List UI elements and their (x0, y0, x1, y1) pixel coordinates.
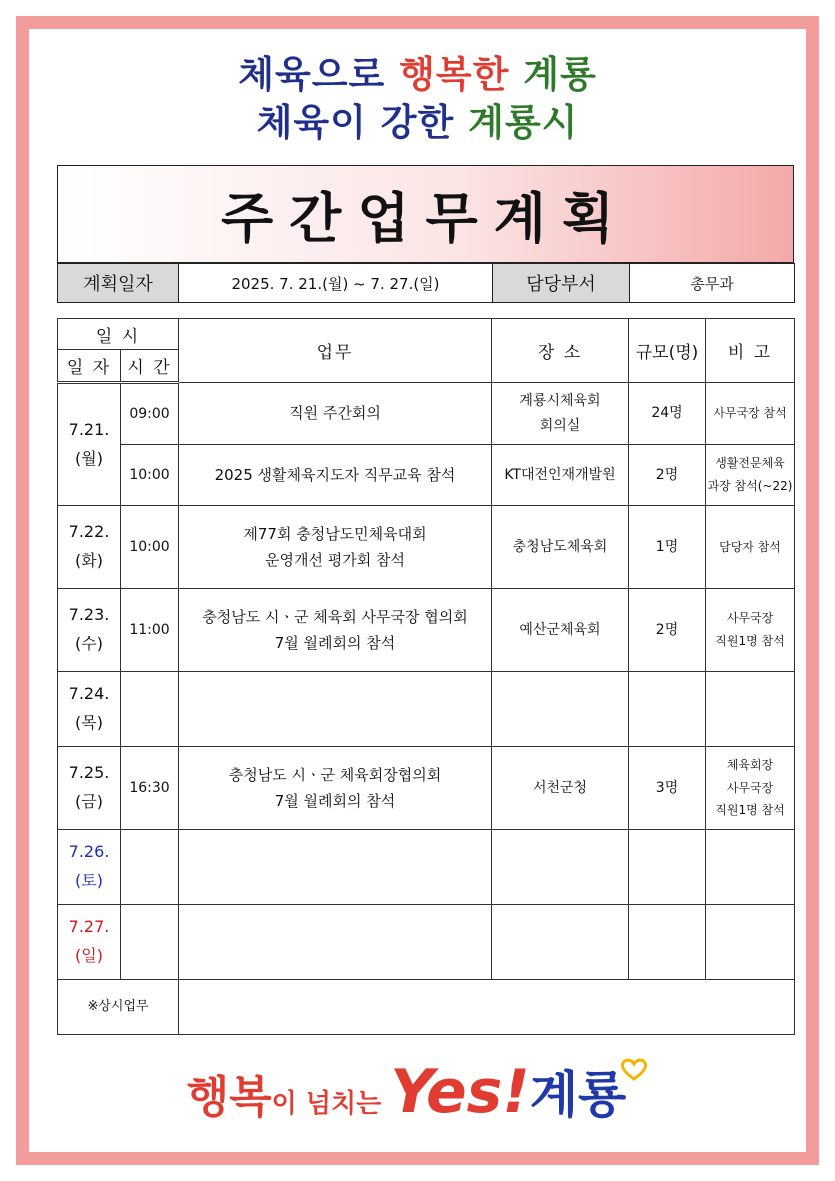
row-date-saturday: 7.26. (토) (58, 830, 121, 905)
row-task: 충청남도 시ㆍ군 체육회장협의회 7월 월례회의 참석 (179, 747, 492, 830)
table-row (58, 830, 795, 905)
row-size (629, 905, 706, 980)
row-note: 체육회장 사무국장 직원1명 참석 (706, 747, 795, 830)
row-task: 2025 생활체육지도자 직무교육 참석 (179, 445, 492, 506)
row-task: 제77회 충청남도민체육대회 운영개선 평가회 참석 (179, 506, 492, 589)
row-date: 7.22. (화) (58, 506, 121, 589)
row-note: 사무국장 직원1명 참석 (706, 589, 795, 672)
row-size: 2명 (629, 445, 706, 506)
header-time: 시 간 (121, 350, 179, 383)
row-time: 10:00 (121, 445, 179, 506)
header-size: 규모(명) (629, 319, 706, 383)
row-time (121, 672, 179, 747)
table-row (58, 506, 795, 589)
row-date: 7.23. (수) (58, 589, 121, 672)
row-note (706, 672, 795, 747)
row-task (179, 672, 492, 747)
table-row (58, 589, 795, 672)
plan-date-value: 2025. 7. 21.(월) ~ 7. 27.(일) (179, 264, 493, 303)
title-banner (57, 165, 794, 263)
row-place: 충청남도체육회 (492, 506, 629, 589)
row-place (492, 830, 629, 905)
row-date-sunday: 7.27. (일) (58, 905, 121, 980)
header-date: 일 자 (58, 350, 121, 383)
table-row-regular (58, 980, 795, 1035)
header-task: 업무 (179, 319, 492, 383)
row-size (629, 830, 706, 905)
row-time: 10:00 (121, 506, 179, 589)
slogan-part: 체육이 강한 (256, 101, 469, 144)
row-note: 사무국장 참석 (706, 383, 795, 445)
slogan-part: 계룡시 (468, 101, 579, 144)
row-date: 7.21. (월) (58, 383, 121, 506)
logo-part: 계룡 (529, 1066, 627, 1124)
slogan-line-1 (0, 44, 835, 98)
header-datetime: 일 시 (58, 319, 179, 350)
row-task (179, 905, 492, 980)
regular-task-content (179, 980, 795, 1035)
row-size: 2명 (629, 589, 706, 672)
row-time (121, 905, 179, 980)
row-size: 24명 (629, 383, 706, 445)
page-title: 주간업무계획 (221, 186, 630, 250)
logo-part: 이 넘치는 (271, 1089, 391, 1119)
row-date: 7.25. (금) (58, 747, 121, 830)
logo-part: Yes! (390, 1057, 530, 1127)
row-date: 7.24. (목) (58, 672, 121, 747)
row-note (706, 830, 795, 905)
heart-icon (620, 1057, 648, 1081)
row-time: 11:00 (121, 589, 179, 672)
row-time: 16:30 (121, 747, 179, 830)
row-place: 예산군체육회 (492, 589, 629, 672)
row-size: 1명 (629, 506, 706, 589)
plan-meta-table (57, 263, 795, 303)
table-row (58, 747, 795, 830)
row-note: 생활전문체육 과장 참석(~22) (706, 445, 795, 506)
header-place: 장 소 (492, 319, 629, 383)
schedule-table (57, 318, 795, 1035)
row-place (492, 905, 629, 980)
row-place: KT대전인재개발원 (492, 445, 629, 506)
slogan-part: 행복한 (399, 53, 524, 96)
table-row (58, 383, 795, 445)
slogan-part: 체육으로 (238, 53, 400, 96)
header-note: 비 고 (706, 319, 795, 383)
row-task: 충청남도 시ㆍ군 체육회 사무국장 협의회 7월 월례회의 참석 (179, 589, 492, 672)
table-row (58, 672, 795, 747)
row-size (629, 672, 706, 747)
regular-task-label: ※상시업무 (58, 980, 179, 1035)
row-time: 09:00 (121, 383, 179, 445)
row-task: 직원 주간회의 (179, 383, 492, 445)
table-row (58, 905, 795, 980)
row-note (706, 905, 795, 980)
slogan-line-2 (0, 92, 835, 146)
row-task (179, 830, 492, 905)
logo-part: 행복 (186, 1072, 272, 1123)
dept-value: 총무과 (630, 264, 795, 303)
table-row (58, 445, 795, 506)
dept-label: 담당부서 (493, 264, 630, 303)
row-place (492, 672, 629, 747)
plan-date-label: 계획일자 (58, 264, 179, 303)
row-size: 3명 (629, 747, 706, 830)
bottom-logo (0, 1055, 835, 1127)
slogan-part: 계룡 (523, 53, 597, 96)
row-place: 계룡시체육회 회의실 (492, 383, 629, 445)
row-time (121, 830, 179, 905)
row-note: 담당자 참석 (706, 506, 795, 589)
row-place: 서천군청 (492, 747, 629, 830)
